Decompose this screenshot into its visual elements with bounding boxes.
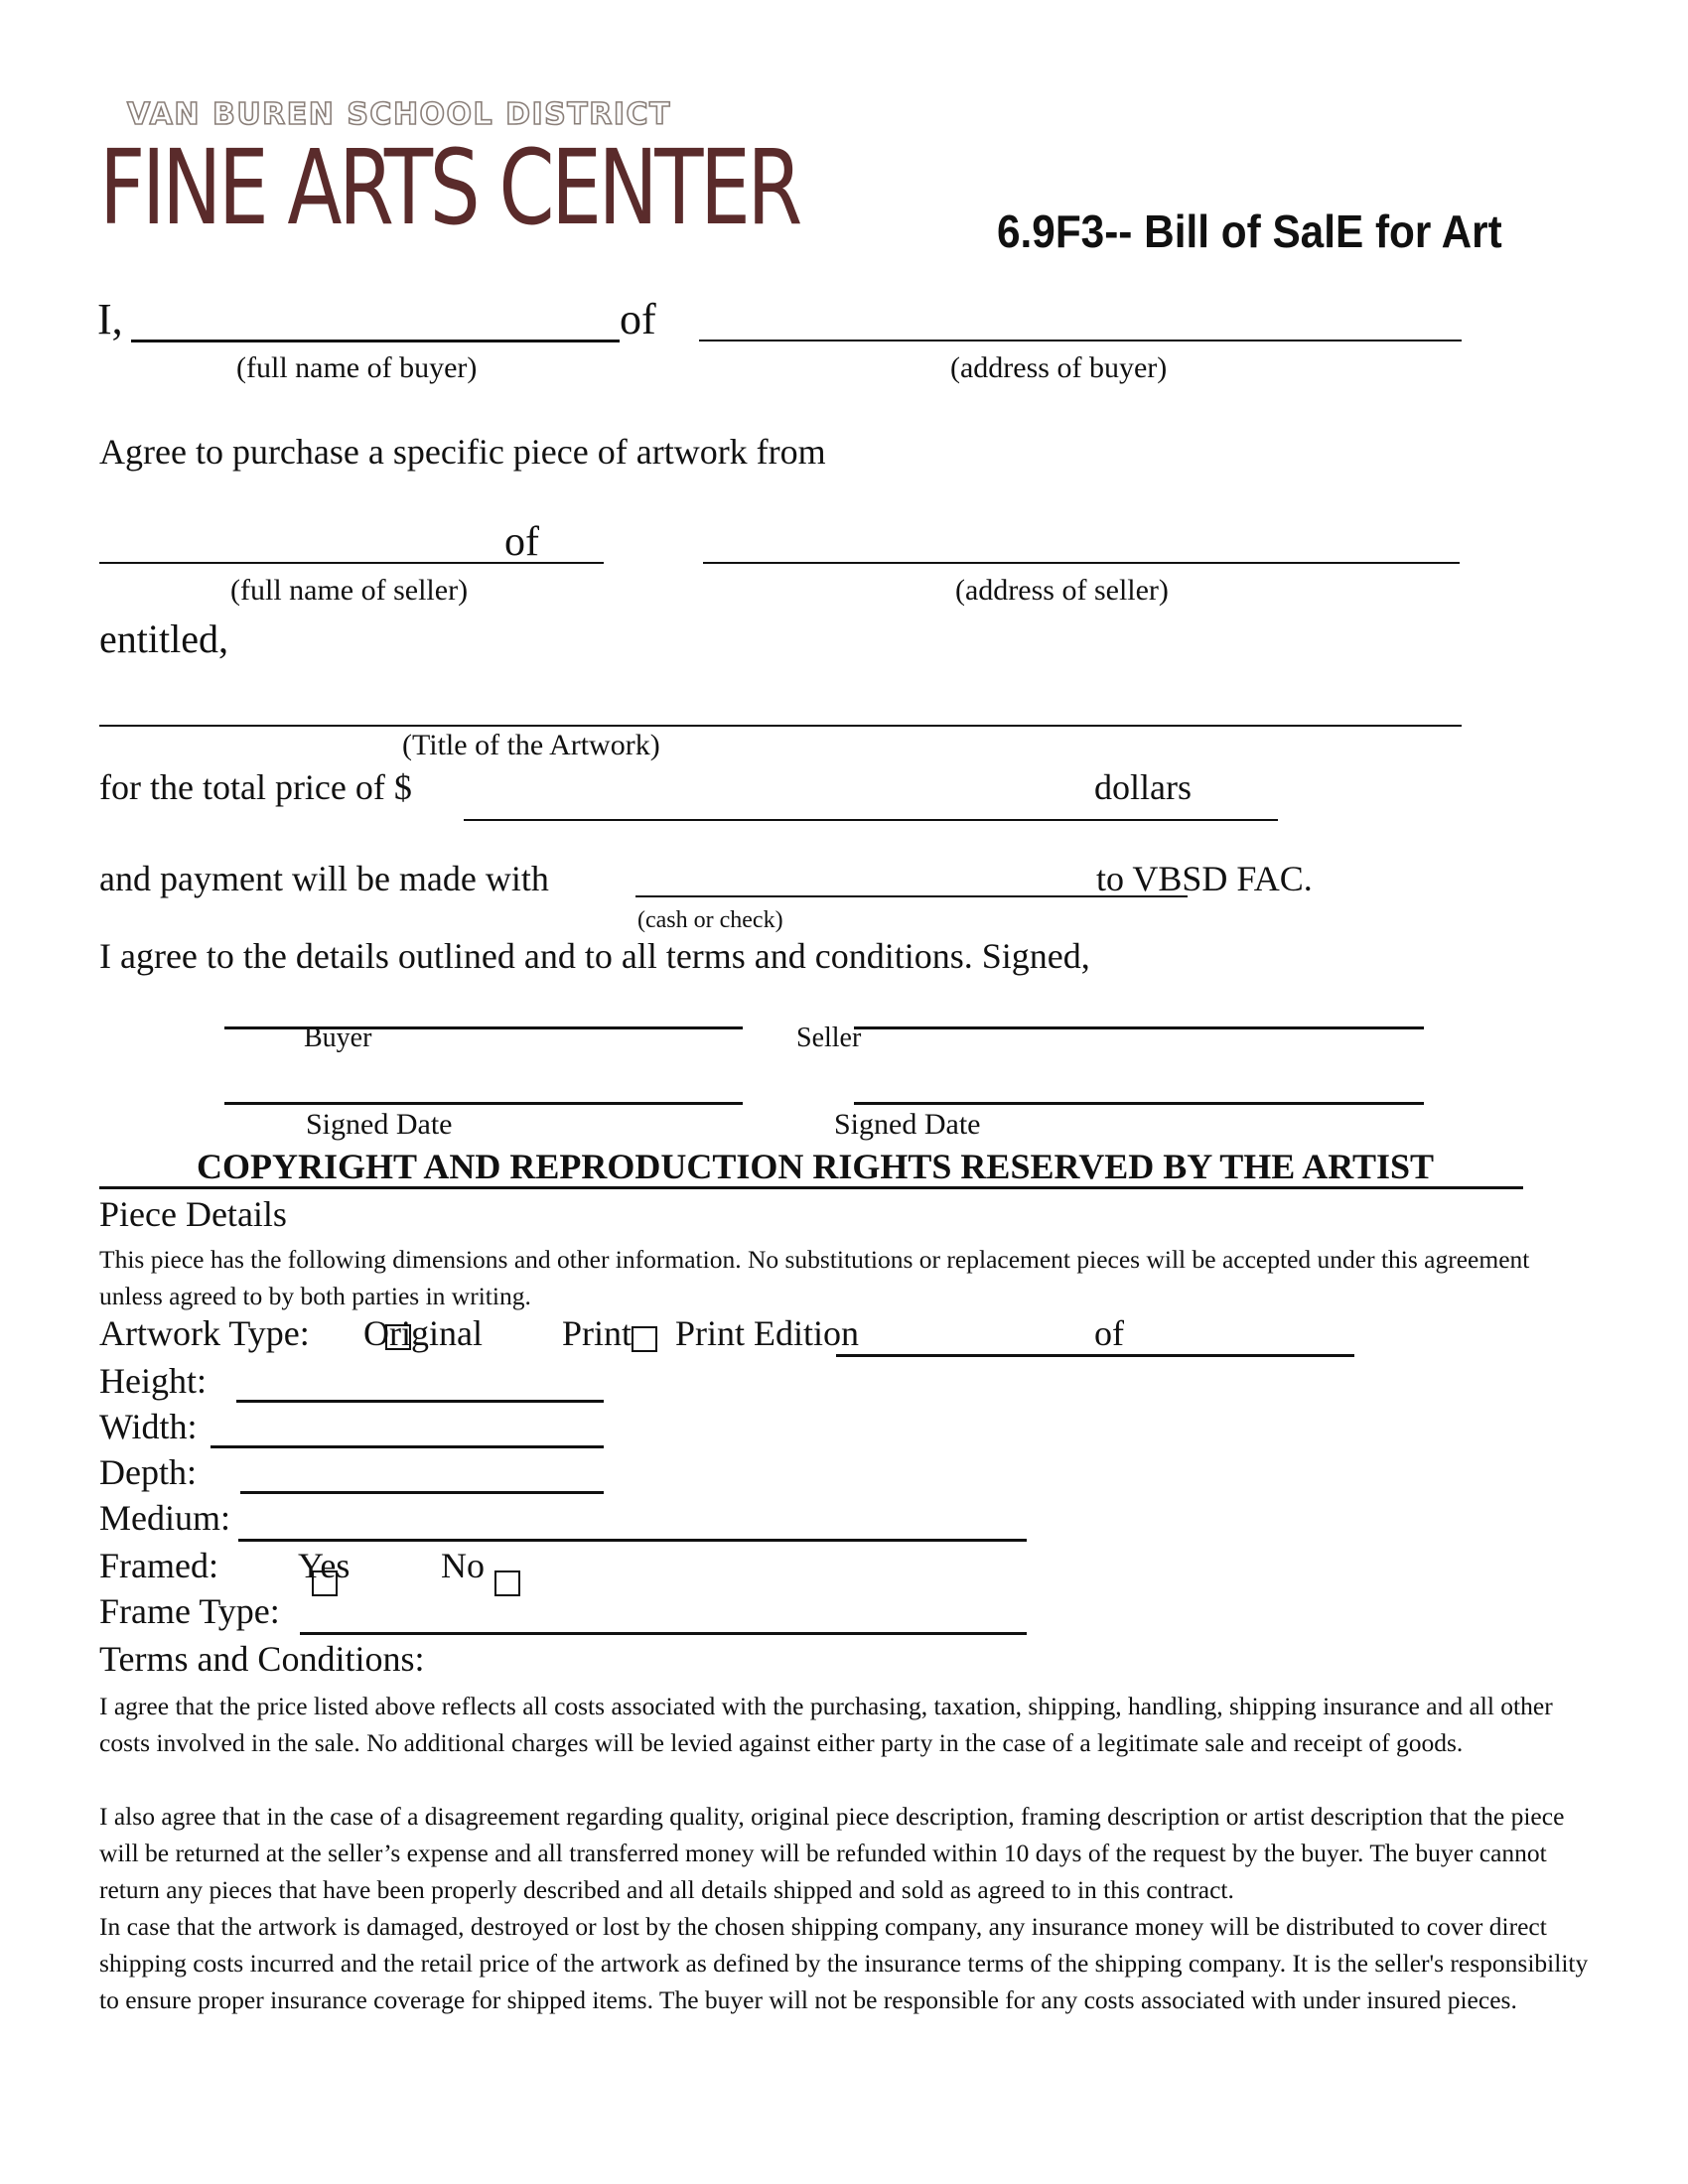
height-label: Height: <box>99 1361 207 1401</box>
buyer-prefix: I, <box>97 295 123 343</box>
seller-date-label: Signed Date <box>834 1108 981 1141</box>
price-field[interactable] <box>464 819 1278 821</box>
depth-label: Depth: <box>99 1452 197 1492</box>
height-field[interactable] <box>236 1400 604 1403</box>
medium-field[interactable] <box>238 1539 1027 1542</box>
buyer-of-label: of <box>620 295 656 343</box>
seller-signature-label: Seller <box>796 1023 862 1053</box>
buyer-name-caption: (full name of buyer) <box>236 351 478 384</box>
terms-paragraph-1: I agree that the price listed above reflects all costs associated with the purchasing, taxation, shipping, handling, shipping insurance and all other costs involved in the sale. No additional charges will be levied against either party in the case of a legitimate sale and receipt of goods. <box>99 1692 1553 1757</box>
terms-heading: Terms and Conditions: <box>99 1639 425 1679</box>
framed-no-checkbox[interactable] <box>494 1570 520 1596</box>
price-suffix: dollars <box>1094 767 1192 807</box>
seller-signature-field[interactable] <box>854 1026 1424 1029</box>
agree-purchase-text: Agree to purchase a specific piece of artwork from <box>99 432 826 472</box>
edition-of-label: of <box>1094 1313 1124 1353</box>
framed-no-label: No <box>441 1546 485 1585</box>
terms-paragraph-3: In case that the artwork is damaged, destroyed or lost by the chosen shipping company, any insurance money will be distributed to cover direct shipping costs incurred and the retail price of the artwork as defined by the insurance terms of the shipping company. It is the seller's responsibility to ensure proper insurance coverage for shipped items. The buyer will not be responsible for any costs associated with under insured pieces. <box>99 1912 1589 2014</box>
framed-yes-checkbox[interactable] <box>312 1570 338 1596</box>
seller-date-field[interactable] <box>854 1102 1424 1105</box>
buyer-date-label: Signed Date <box>306 1108 453 1141</box>
buyer-address-field[interactable] <box>699 340 1462 341</box>
artwork-title-field[interactable] <box>99 725 1462 727</box>
buyer-address-caption: (address of buyer) <box>950 351 1168 384</box>
logo-name-text: FINE ARTS CENTER <box>99 127 799 248</box>
agree-terms-text: I agree to the details outlined and to all terms and conditions. Signed, <box>99 936 1090 976</box>
payment-caption: (cash or check) <box>637 907 783 933</box>
option-print-label: Print <box>562 1313 633 1353</box>
seller-name-caption: (full name of seller) <box>230 574 469 607</box>
framed-label: Framed: <box>99 1546 218 1585</box>
original-checkbox[interactable] <box>385 1324 411 1350</box>
form-title: 6.9F3-- Bill of SalE for Art <box>997 205 1502 257</box>
option-original-label: Original <box>363 1313 483 1353</box>
payment-label: and payment will be made with <box>99 859 549 898</box>
entitled-text: entitled, <box>99 616 228 661</box>
framed-yes-label: Yes <box>298 1546 351 1585</box>
terms-paragraph-2: I also agree that in the case of a disagreement regarding quality, original piece description, framing description or artist description that the piece will be returned at the seller’s expense and all transferred money will be refunded within 10 days of the request by the buyer. The buyer cannot return any pieces that have been properly described and all details shipped and sold as agreed to in this contract. <box>99 1802 1565 1904</box>
logo-district-text: VAN BUREN SCHOOL DISTRICT <box>127 97 671 132</box>
seller-address-field[interactable] <box>703 562 1460 564</box>
seller-address-caption: (address of seller) <box>955 574 1169 607</box>
option-print-edition-label: Print Edition <box>675 1313 860 1353</box>
artwork-type-label: Artwork Type: <box>99 1313 310 1353</box>
buyer-signature-label: Buyer <box>304 1023 372 1053</box>
width-label: Width: <box>99 1407 198 1446</box>
copyright-notice: COPYRIGHT AND REPRODUCTION RIGHTS RESERVED BY THE ARTIST <box>197 1147 1435 1186</box>
depth-field[interactable] <box>240 1491 604 1494</box>
frame-type-label: Frame Type: <box>99 1591 280 1631</box>
piece-details-heading: Piece Details <box>99 1194 287 1234</box>
piece-details-intro: This piece has the following dimensions and other information. No substitutions or replacement pieces will be accepted under this agreement unless agreed to by both parties in writing. <box>99 1245 1530 1310</box>
medium-label: Medium: <box>99 1498 230 1538</box>
payment-suffix: to VBSD FAC. <box>1096 859 1313 898</box>
seller-of-label: of <box>504 519 539 565</box>
buyer-name-field[interactable] <box>131 340 620 342</box>
artwork-title-caption: (Title of the Artwork) <box>402 729 660 761</box>
print-checkbox[interactable] <box>632 1326 657 1352</box>
buyer-date-field[interactable] <box>224 1102 743 1105</box>
frame-type-field[interactable] <box>300 1632 1027 1635</box>
copyright-rule <box>99 1186 1523 1189</box>
price-label: for the total price of $ <box>99 767 412 807</box>
print-edition-field[interactable] <box>836 1354 1354 1357</box>
width-field[interactable] <box>211 1445 604 1448</box>
buyer-signature-field[interactable] <box>224 1026 743 1029</box>
